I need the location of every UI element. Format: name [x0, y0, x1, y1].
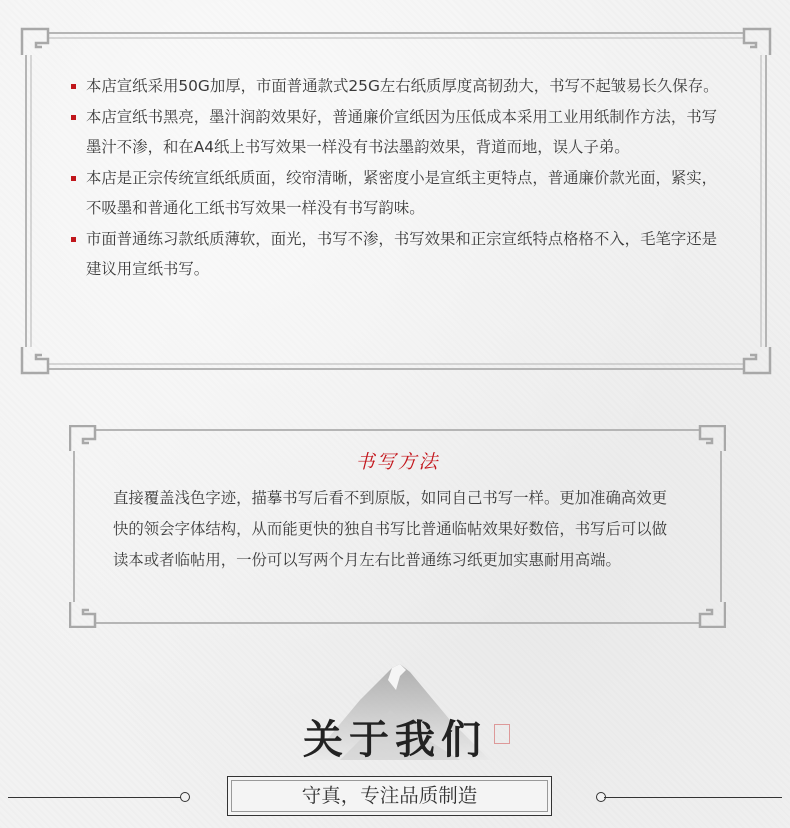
slogan-line-right	[604, 797, 782, 798]
seal-icon	[494, 724, 510, 744]
about-title: 关于我们	[303, 716, 487, 763]
slogan-text: 守真，专注品质制造	[301, 784, 478, 807]
writing-method-panel	[69, 425, 726, 628]
slogan-box	[227, 776, 552, 816]
method-title: 书写方法	[355, 451, 440, 473]
features-panel	[20, 27, 772, 375]
feature-item: 市面普通练习款纸质薄软，面光，书写不渗，书写效果和正宗宣纸特点格格不入，毛笔字还是建议用宣纸书写。	[68, 224, 732, 285]
slogan-circle-left	[180, 792, 190, 802]
feature-item: 本店宣纸采用50G加厚，市面普通款式25G左右纸质厚度高韧劲大，书写不起皱易长久保存。	[68, 71, 732, 102]
method-body: 直接覆盖浅色字迹，描摹书写后看不到原版，如同自己书写一样。更加准确高效更快的领会字体结构，从而能更快的独自书写比普通临帖效果好数倍，书写后可以做读本或者临帖用，一份可以写两个月左右比普通练习纸更加实惠耐用高端。	[113, 489, 668, 569]
feature-item: 本店是正宗传统宣纸纸质面，绞帘清晰，紧密度小是宣纸主更特点，普通廉价款光面，紧实，不吸墨和普通化工纸书写效果一样没有书写韵味。	[68, 163, 732, 224]
slogan-line-left	[8, 797, 184, 798]
feature-item: 本店宣纸书黑亮，墨汁润韵效果好，普通廉价宣纸因为压低成本采用工业用纸制作方法，书写墨汁不渗，和在A4纸上书写效果一样没有书法墨韵效果，背道而地，误人子弟。	[68, 102, 732, 163]
